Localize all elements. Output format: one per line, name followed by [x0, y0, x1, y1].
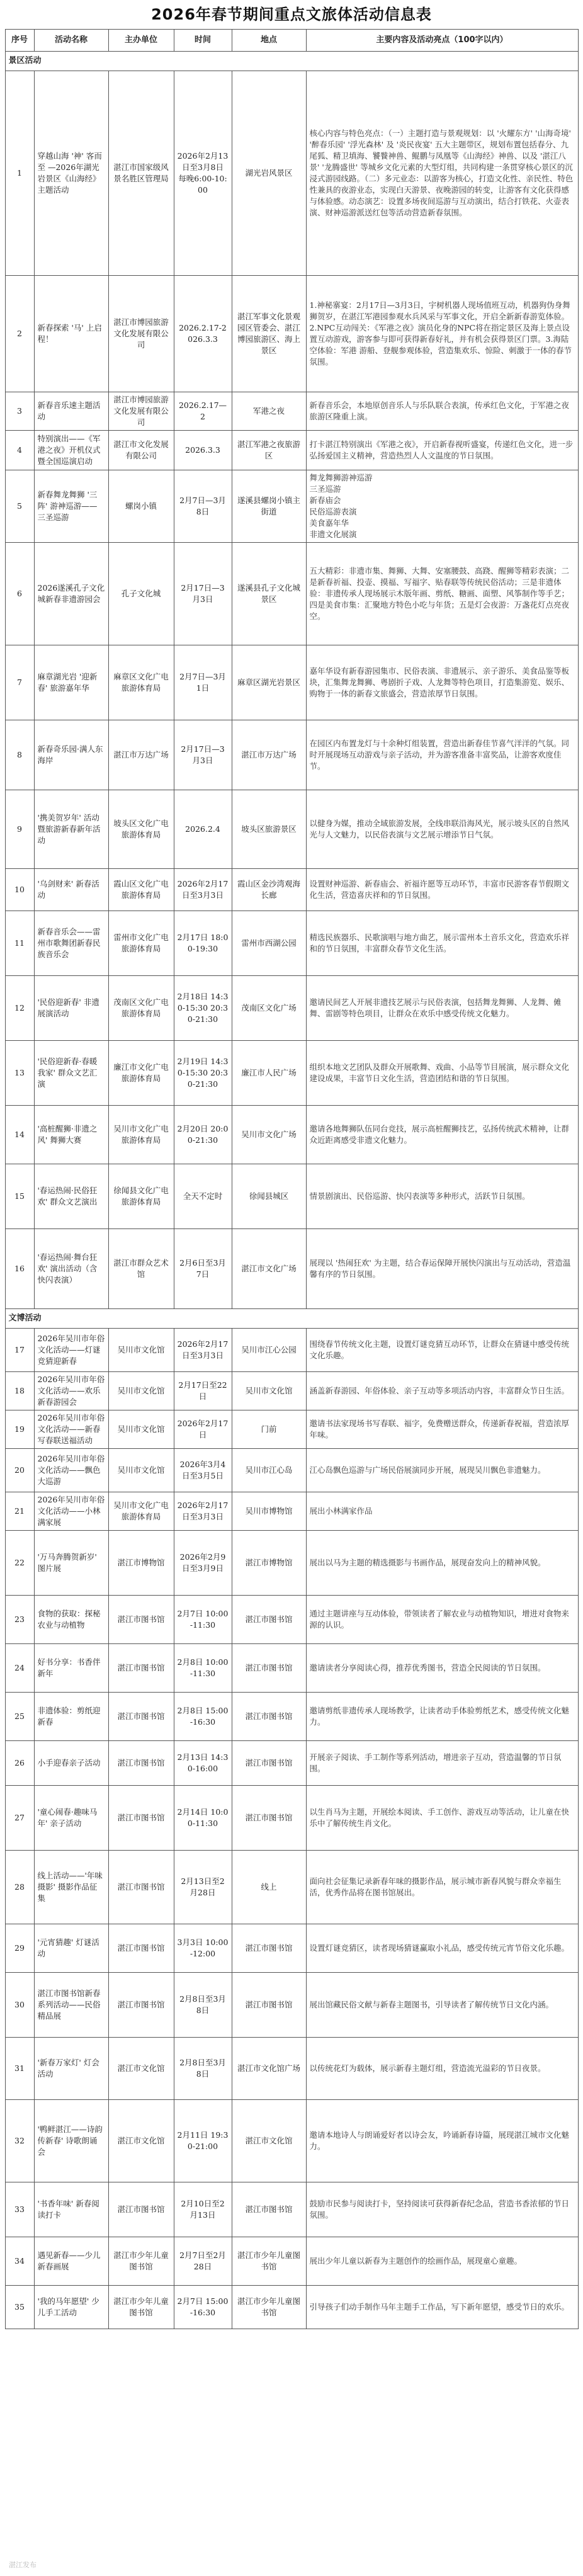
- cell-time: 2026年2月17日: [174, 1410, 232, 1449]
- cell-description: 舞龙舞狮游神巡游 三圣巡游 新春庙会 民俗巡游表演 美食嘉年华 非遗文化展演: [306, 470, 578, 543]
- cell-organizer: 吴川市文化广电旅游体育局: [108, 1106, 174, 1164]
- table-row: [5, 1492, 578, 1531]
- cell-activity-name: 线上活动——'年味摄影' 摄影作品征集: [34, 1851, 108, 1924]
- cell-organizer: 吴川市文化馆: [108, 1449, 174, 1492]
- cell-activity-name: 2026年吴川市年俗文化活动——欢乐新春游园会: [34, 1372, 108, 1410]
- cell-place: 遂溪县螺岗小镇主街道: [232, 470, 306, 543]
- table-row: [5, 1410, 578, 1449]
- table-row: [5, 1106, 578, 1164]
- cell-activity-name: 好书分享：书香伴新年: [34, 1644, 108, 1693]
- cell-place: 门前: [232, 1410, 306, 1449]
- cell-activity-name: '春运热闹·民俗狂欢' 群众文艺演出: [34, 1164, 108, 1229]
- header-place: 地点: [232, 30, 306, 52]
- cell-activity-name: '童心闹春·趣味马年' 亲子活动: [34, 1786, 108, 1851]
- cell-organizer: 霞山区文化广电旅游体育局: [108, 869, 174, 911]
- table-row: [5, 645, 578, 720]
- cell-activity-name: '书香年味' 新春阅读打卡: [34, 2182, 108, 2237]
- cell-time: 2月6日至3月7日: [174, 1229, 232, 1309]
- cell-organizer: 湛江市图书馆: [108, 1693, 174, 1741]
- table-row: [5, 543, 578, 645]
- cell-place: 湛江市少年儿童图书馆: [232, 2286, 306, 2329]
- cell-place: 湛江市图书馆: [232, 1973, 306, 2038]
- cell-organizer: 吴川市文化馆: [108, 1410, 174, 1449]
- section-label: 景区活动: [5, 52, 578, 71]
- cell-organizer: 湛江市图书馆: [108, 1973, 174, 2038]
- table-row: [5, 1786, 578, 1851]
- cell-organizer: 孔子文化城: [108, 543, 174, 645]
- cell-activity-name: 新春音乐会——雷州市歌舞团新春民族音乐会: [34, 911, 108, 976]
- cell-organizer: 湛江市少年儿童图书馆: [108, 2237, 174, 2286]
- cell-place: 湛江市图书馆: [232, 1693, 306, 1741]
- cell-no: 30: [5, 1973, 34, 2038]
- cell-activity-name: '乌剑财来' 新春活动: [34, 869, 108, 911]
- cell-description: 邀请民间艺人开展非遗技艺展示与民俗表演，包括舞龙舞狮、人龙舞、傩舞、雷剧等特色项目，让群众在欢乐中感受传统文化魅力。: [306, 976, 578, 1041]
- cell-place: 湛江市图书馆: [232, 1644, 306, 1693]
- header-name: 活动名称: [34, 30, 108, 52]
- cell-description: 邀请各地舞狮队伍同台竞技，展示高桩醒狮技艺，弘扬传统武术精神，让群众近距离感受非遗文化魅力。: [306, 1106, 578, 1164]
- cell-activity-name: 2026遂溪孔子文化城新春非遗游园会: [34, 543, 108, 645]
- table-row: [5, 1924, 578, 1973]
- cell-time: 2月7日—3月8日: [174, 470, 232, 543]
- cell-no: 18: [5, 1372, 34, 1410]
- cell-activity-name: 小手迎春亲子活动: [34, 1741, 108, 1786]
- cell-place: 吴川市文化馆: [232, 1372, 306, 1410]
- cell-place: 湛江市文化广场: [232, 1229, 306, 1309]
- cell-place: 湖光岩风景区: [232, 71, 306, 276]
- cell-no: 21: [5, 1492, 34, 1531]
- cell-organizer: 茂南区文化广电旅游体育局: [108, 976, 174, 1041]
- cell-time: 2026年2月17日至3月3日: [174, 1492, 232, 1531]
- cell-time: 2月7日 15:00-16:30: [174, 2286, 232, 2329]
- cell-description: 设置财神巡游、新春庙会、祈福许愿等互动环节，丰富市民游客春节假期文化生活，营造喜庆祥和的节日氛围。: [306, 869, 578, 911]
- cell-no: 19: [5, 1410, 34, 1449]
- cell-description: 精选民族器乐、民歌演唱与地方曲艺，展示雷州本土音乐文化，营造欢乐祥和的节日氛围，丰富群众春节文化生活。: [306, 911, 578, 976]
- cell-place: 湛江市图书馆: [232, 1596, 306, 1644]
- watermark: 湛江发布: [9, 2561, 37, 2569]
- cell-description: 五大精彩：非遗市集、舞狮、大舞、安塞腰鼓、高跷、醒狮等精彩表演；二是新春祈福、投壶、摸福、写福字、贴春联等传统民俗活动；三是非遗体验：非遗传承人现场展示木版年画、剪纸、糖画、面塑、风筝制作等手艺；四是美食市集：汇聚地方特色小吃与年货；五是灯会夜游：万盏花灯点亮夜空。: [306, 543, 578, 645]
- cell-time: 2月13日 14:30-16:00: [174, 1741, 232, 1786]
- cell-organizer: 湛江市图书馆: [108, 1786, 174, 1851]
- cell-activity-name: '新春万家灯' 灯会活动: [34, 2038, 108, 2100]
- cell-organizer: 麻章区文化广电旅游体育局: [108, 645, 174, 720]
- cell-time: 2月17日 18:00-19:30: [174, 911, 232, 976]
- cell-place: 吴川市文化广场: [232, 1106, 306, 1164]
- cell-no: 22: [5, 1531, 34, 1596]
- cell-organizer: 湛江市图书馆: [108, 1924, 174, 1973]
- cell-description: 鼓励市民参与阅读打卡，坚持阅读可获得新春纪念品，营造书香浓郁的节日氛围。: [306, 2182, 578, 2237]
- cell-place: 湛江市图书馆: [232, 1741, 306, 1786]
- cell-place: 吴川市博物馆: [232, 1492, 306, 1531]
- cell-time: 3月3日 10:00-12:00: [174, 1924, 232, 1973]
- table-row: [5, 2182, 578, 2237]
- section-row: [5, 1309, 578, 1329]
- cell-organizer: 湛江市群众艺术馆: [108, 1229, 174, 1309]
- cell-description: 组织本地文艺团队及群众开展歌舞、戏曲、小品等节目展演，展示群众文化建设成果，丰富节日文化生活，营造团结和谐的节日氛围。: [306, 1041, 578, 1106]
- cell-description: 以健身为媒，推动全域旅游发展，全线串联沿海风光，展示坡头区的自然风光与人文魅力，以民俗表演与文艺展示增添节日气氛。: [306, 790, 578, 869]
- cell-no: 10: [5, 869, 34, 911]
- cell-place: 湛江市文化馆: [232, 2100, 306, 2182]
- cell-place: 茂南区文化广场: [232, 976, 306, 1041]
- table-row: [5, 431, 578, 470]
- cell-no: 20: [5, 1449, 34, 1492]
- cell-activity-name: '民俗迎新春·春暖我家' 群众文艺汇演: [34, 1041, 108, 1106]
- cell-organizer: 湛江市少年儿童图书馆: [108, 2286, 174, 2329]
- cell-description: 展现以 '热闹狂欢' 为主题，结合春运保障开展快闪演出与互动活动，营造温馨有序的节日氛围。: [306, 1229, 578, 1309]
- cell-organizer: 湛江市万达广场: [108, 720, 174, 790]
- cell-time: 2月11日 19:30-21:00: [174, 2100, 232, 2182]
- table-row: [5, 276, 578, 392]
- header-time: 时间: [174, 30, 232, 52]
- cell-activity-name: 2026年吴川市年俗文化活动——新春写春联送福活动: [34, 1410, 108, 1449]
- cell-organizer: 湛江市图书馆: [108, 1644, 174, 1693]
- cell-no: 26: [5, 1741, 34, 1786]
- cell-no: 35: [5, 2286, 34, 2329]
- cell-activity-name: 新春探索 '马' 上启程！: [34, 276, 108, 392]
- cell-no: 9: [5, 790, 34, 869]
- table-row: [5, 2038, 578, 2100]
- table-row: [5, 911, 578, 976]
- cell-time: 2月8日至3月8日: [174, 2038, 232, 2100]
- cell-no: 16: [5, 1229, 34, 1309]
- cell-no: 27: [5, 1786, 34, 1851]
- cell-organizer: 湛江市图书馆: [108, 1851, 174, 1924]
- cell-description: 以生肖马为主题，开展绘本阅读、手工创作、游戏互动等活动，让儿童在快乐中了解传统生肖文化。: [306, 1786, 578, 1851]
- table-row: [5, 790, 578, 869]
- cell-organizer: 湛江市国家级风景名胜区管理局: [108, 71, 174, 276]
- cell-description: 邀请剪纸非遗传承人现场教学，让读者动手体验剪纸艺术，感受传统文化魅力。: [306, 1693, 578, 1741]
- cell-time: 2026.3.3: [174, 431, 232, 470]
- cell-place: 徐闻县城区: [232, 1164, 306, 1229]
- cell-time: 2026.2.17-2026.3.3: [174, 276, 232, 392]
- cell-description: 展出小林满家作品: [306, 1492, 578, 1531]
- header-desc: 主要内容及活动亮点（100字以内）: [306, 30, 578, 52]
- cell-description: 展出馆藏民俗文献与新春主题图书，引导读者了解传统节日文化内涵。: [306, 1973, 578, 2038]
- cell-description: 通过主题讲座与互动体验，带领读者了解农业与动植物知识，增进对食物来源的认识。: [306, 1596, 578, 1644]
- cell-organizer: 吴川市文化广电旅游体育局: [108, 1492, 174, 1531]
- cell-time: 2月19日 14:30-15:30 20:30-21:30: [174, 1041, 232, 1106]
- cell-place: 湛江市博物馆: [232, 1531, 306, 1596]
- cell-no: 3: [5, 392, 34, 431]
- table-row: [5, 1229, 578, 1309]
- cell-organizer: 湛江市文化馆: [108, 2038, 174, 2100]
- table-row: [5, 976, 578, 1041]
- table-row: [5, 1851, 578, 1924]
- cell-place: 湛江市少年儿童图书馆: [232, 2237, 306, 2286]
- cell-organizer: 廉江市文化广电旅游体育局: [108, 1041, 174, 1106]
- cell-organizer: 湛江市文化发展有限公司: [108, 431, 174, 470]
- cell-no: 4: [5, 431, 34, 470]
- cell-activity-name: 2026年吴川市年俗文化活动——小林满家展: [34, 1492, 108, 1531]
- cell-organizer: 湛江市博园旅游文化发展有限公司: [108, 392, 174, 431]
- cell-description: 涵盖新春游园、年俗体验、亲子互动等多项活动内容，丰富群众节日生活。: [306, 1372, 578, 1410]
- cell-no: 32: [5, 2100, 34, 2182]
- cell-place: 湛江市文化馆广场: [232, 2038, 306, 2100]
- cell-no: 31: [5, 2038, 34, 2100]
- table-row: [5, 392, 578, 431]
- table-row: [5, 1741, 578, 1786]
- table-row: [5, 2237, 578, 2286]
- section-row: [5, 52, 578, 71]
- cell-description: 情景剧演出、民俗巡游、快闪表演等多种形式，活跃节日氛围。: [306, 1164, 578, 1229]
- section-label: 文博活动: [5, 1309, 578, 1329]
- table-row: [5, 2286, 578, 2329]
- table-row: [5, 1372, 578, 1410]
- cell-time: 2026年2月13日至3月8日 每晚6:00-10:00: [174, 71, 232, 276]
- table-row: [5, 2100, 578, 2182]
- cell-time: 2月14日 10:00-11:30: [174, 1786, 232, 1851]
- cell-no: 17: [5, 1329, 34, 1372]
- cell-activity-name: '元宵猜趣' 灯谜活动: [34, 1924, 108, 1973]
- cell-description: 展出以马为主题的精选摄影与书画作品，展现奋发向上的精神风貌。: [306, 1531, 578, 1596]
- cell-place: 吴川市江心公园: [232, 1329, 306, 1372]
- cell-activity-name: 非遗体验：剪纸迎新春: [34, 1693, 108, 1741]
- cell-place: 湛江市图书馆: [232, 1924, 306, 1973]
- cell-organizer: 雷州市文化广电旅游体育局: [108, 911, 174, 976]
- cell-organizer: 吴川市文化馆: [108, 1372, 174, 1410]
- cell-no: 6: [5, 543, 34, 645]
- table-row: [5, 71, 578, 276]
- cell-description: 嘉年华设有新春游园集市、民俗表演、非遗展示、亲子游乐、美食品鉴等板块，汇集舞龙舞狮、粤剧折子戏、人龙舞等特色项目，打造集游览、娱乐、购物于一体的新春文旅盛会，营造浓厚节日氛围。: [306, 645, 578, 720]
- cell-organizer: 湛江市图书馆: [108, 1596, 174, 1644]
- cell-description: 引导孩子们动手制作马年主题手工作品，写下新年愿望，感受节日的欢乐。: [306, 2286, 578, 2329]
- cell-description: 新春音乐会，本地原创音乐人与乐队联合表演，传承红色文化，于军港之夜旅游区隆重上演。: [306, 392, 578, 431]
- cell-time: 2月10日至2月13日: [174, 2182, 232, 2237]
- cell-place: 廉江市人民广场: [232, 1041, 306, 1106]
- cell-activity-name: 遇见新春——少儿新春画展: [34, 2237, 108, 2286]
- page-title: 2026年春节期间重点文旅体活动信息表: [151, 6, 432, 23]
- cell-place: 吴川市江心岛: [232, 1449, 306, 1492]
- cell-organizer: 坡头区文化广电旅游体育局: [108, 790, 174, 869]
- cell-description: 设置灯谜竞猜区，读者现场猜谜赢取小礼品，感受传统元宵节俗文化乐趣。: [306, 1924, 578, 1973]
- cell-organizer: 湛江市图书馆: [108, 1741, 174, 1786]
- cell-place: 麻章区湖光岩景区: [232, 645, 306, 720]
- cell-time: 2026年2月17日至3月3日: [174, 869, 232, 911]
- cell-organizer: 徐闻县文化广电旅游体育局: [108, 1164, 174, 1229]
- cell-description: 在园区内布置龙灯与十余种灯组装置，营造出新春佳节喜气洋洋的气氛。同时开展现场互动游戏与亲子活动，并为游客准备丰富奖品，让游客欢度佳节。: [306, 720, 578, 790]
- cell-time: 2026.2.4: [174, 790, 232, 869]
- cell-no: 1: [5, 71, 34, 276]
- cell-time: 2026年2月17日至3月3日: [174, 1329, 232, 1372]
- cell-activity-name: 穿越山海 '神' 客而至 —2026年湖光岩景区《山海经》主题活动: [34, 71, 108, 276]
- cell-organizer: 湛江市博物馆: [108, 1531, 174, 1596]
- cell-time: 2月8日至3月8日: [174, 1973, 232, 2038]
- header-no: 序号: [5, 30, 34, 52]
- cell-organizer: 螺岗小镇: [108, 470, 174, 543]
- table-row: [5, 720, 578, 790]
- cell-no: 29: [5, 1924, 34, 1973]
- cell-no: 11: [5, 911, 34, 976]
- cell-activity-name: 新春奇乐园·满人东海岸: [34, 720, 108, 790]
- cell-time: 2月7日 10:00-11:30: [174, 1596, 232, 1644]
- cell-organizer: 湛江市文化馆: [108, 2100, 174, 2182]
- cell-time: 2月8日 10:00-11:30: [174, 1644, 232, 1693]
- cell-activity-name: 麻章湖光岩 '迎新春' 旅游嘉年华: [34, 645, 108, 720]
- cell-place: 线上: [232, 1851, 306, 1924]
- cell-description: 江心岛飘色巡游与广场民俗展演同步开展，展现吴川飘色非遗魅力。: [306, 1449, 578, 1492]
- cell-organizer: 湛江市图书馆: [108, 2182, 174, 2237]
- cell-time: 2月7日—3月1日: [174, 645, 232, 720]
- cell-activity-name: '万马奔腾贺新岁' 图片展: [34, 1531, 108, 1596]
- activity-table: [5, 29, 579, 2329]
- cell-activity-name: 食物的获取：探秘农业与动植物: [34, 1596, 108, 1644]
- cell-place: 军港之夜: [232, 392, 306, 431]
- cell-time: 2月17日至22日: [174, 1372, 232, 1410]
- table-row: [5, 1531, 578, 1596]
- table-row: [5, 1693, 578, 1741]
- cell-no: 25: [5, 1693, 34, 1741]
- cell-activity-name: '民俗迎新春' 非遗展演活动: [34, 976, 108, 1041]
- cell-place: 湛江市图书馆: [232, 2182, 306, 2237]
- cell-activity-name: '高桩醒狮·非遗之风' 舞狮大赛: [34, 1106, 108, 1164]
- cell-time: 全天不定时: [174, 1164, 232, 1229]
- cell-place: 雷州市西湖公园: [232, 911, 306, 976]
- cell-activity-name: '携美贺岁年' 活动暨旅游新春新年活动: [34, 790, 108, 869]
- cell-time: 2月8日 15:00-16:30: [174, 1693, 232, 1741]
- cell-time: 2月18日 14:30-15:30 20:30-21:30: [174, 976, 232, 1041]
- header-org: 主办单位: [108, 30, 174, 52]
- cell-description: 以传统花灯为载体，展示新春主题灯组，营造流光溢彩的节日夜景。: [306, 2038, 578, 2100]
- cell-description: 邀请书法家现场书写春联、福字，免费赠送群众，传递新春祝福，营造浓厚年味。: [306, 1410, 578, 1449]
- table-row: [5, 1164, 578, 1229]
- cell-activity-name: 2026年吴川市年俗文化活动——灯谜竞猜迎新春: [34, 1329, 108, 1372]
- cell-activity-name: 2026年吴川市年俗文化活动——飘色大巡游: [34, 1449, 108, 1492]
- cell-activity-name: '春运热闹·舞台狂欢' 演出活动（含快闪表演）: [34, 1229, 108, 1309]
- cell-time: 2026年3月4日至3月5日: [174, 1449, 232, 1492]
- cell-time: 2月17日—3月3日: [174, 720, 232, 790]
- cell-activity-name: 湛江市图书馆新春系列活动——民俗精品展: [34, 1973, 108, 2038]
- cell-description: 邀请本地诗人与朗诵爱好者以诗会友，吟诵新春诗篇，展现湛江城市文化魅力。: [306, 2100, 578, 2182]
- cell-time: 2月17日—3月3日: [174, 543, 232, 645]
- cell-no: 23: [5, 1596, 34, 1644]
- cell-place: 遂溪县孔子文化城景区: [232, 543, 306, 645]
- cell-place: 湛江军事文化景观园区管委会、湛江博园旅游区、海上景区: [232, 276, 306, 392]
- cell-description: 展出少年儿童以新春为主题创作的绘画作品，展现童心童趣。: [306, 2237, 578, 2286]
- cell-description: 1.神秘寨宴：2月17日—3月3日，宇树机器人现场值班互动，机器狗伪身舞狮贺岁，在湛江军港园参观水兵风采与军事文化，开启全新新春游览体验。2.NPC互动闯关：《军港之夜》演员化身的NPC将在指定景区及海上景点设置互动游戏，游客参与即可获得新春好礼，并有机会获得景区门票。3.海陆空体验：军港 游船、登舰参观体验，营造集欢乐、惊险、刺激于一体的春节氛围。: [306, 276, 578, 392]
- cell-no: 8: [5, 720, 34, 790]
- cell-description: 核心内容与特色亮点：（一）主题打造与景观规划：以 '火耀东方' '山海奇境' '醉春乐园' '浮光森林' 及 '炎民夜宴' 五大主题带区，规划布置包括春分、九尾狐、精卫填海、饕餮神兽、鲲鹏与凤凰等《山海经》神兽、以及 '湛江八景' '龙腾盛世' 等城乡文化元素的大型灯组，共同构建一条贯穿核心景区的沉浸式游园线路。（二）多元业态：以游客为核心，打造文化性、亲民性、特色性兼具的夜游业态，实现白天游景、夜晚游园的转变，让游客有文化获得感与体验感。动态演艺：设置多场夜间巡游与互动演出，结合打铁花、火壶表演、财神巡游派送红包等活动营造新春氛围。: [306, 71, 578, 276]
- table-header-row: [5, 30, 578, 52]
- cell-description: 面向社会征集记录新春年味的摄影作品，展示城市新春风貌与群众幸福生活，优秀作品将在图书馆展出。: [306, 1851, 578, 1924]
- cell-description: 围绕春节传统文化主题，设置灯谜竞猜互动环节，让群众在猜谜中感受传统文化乐趣。: [306, 1329, 578, 1372]
- cell-description: 打卡湛江特别演出《军港之夜》，开启新春视听盛宴，传递红色文化，进一步弘扬爱国主义精神，营造热烈人人文温度的节日氛围。: [306, 431, 578, 470]
- table-row: [5, 1329, 578, 1372]
- cell-organizer: 吴川市文化馆: [108, 1329, 174, 1372]
- cell-no: 2: [5, 276, 34, 392]
- cell-activity-name: 特别演出——《军港之夜》开机仪式暨全国巡演启动: [34, 431, 108, 470]
- cell-place: 坡头区旅游景区: [232, 790, 306, 869]
- cell-description: 邀请读者分享阅读心得，推荐优秀图书，营造全民阅读的节日氛围。: [306, 1644, 578, 1693]
- cell-place: 霞山区金沙湾观海长廊: [232, 869, 306, 911]
- cell-activity-name: '我的马年愿望' 少儿手工活动: [34, 2286, 108, 2329]
- cell-time: 2月13日至2月28日: [174, 1851, 232, 1924]
- cell-no: 15: [5, 1164, 34, 1229]
- table-row: [5, 1449, 578, 1492]
- cell-no: 24: [5, 1644, 34, 1693]
- table-body: [5, 52, 578, 2329]
- cell-time: 2月7日至2月28日: [174, 2237, 232, 2286]
- cell-no: 12: [5, 976, 34, 1041]
- cell-time: 2月20日 20:00-21:30: [174, 1106, 232, 1164]
- cell-no: 28: [5, 1851, 34, 1924]
- cell-time: 2026.2.17—2: [174, 392, 232, 431]
- table-row: [5, 1596, 578, 1644]
- cell-place: 湛江军港之夜旅游区: [232, 431, 306, 470]
- cell-time: 2026年2月9日至3月9日: [174, 1531, 232, 1596]
- cell-no: 34: [5, 2237, 34, 2286]
- cell-no: 14: [5, 1106, 34, 1164]
- cell-organizer: 湛江市博园旅游文化发展有限公司: [108, 276, 174, 392]
- cell-no: 7: [5, 645, 34, 720]
- table-row: [5, 1644, 578, 1693]
- table-row: [5, 1041, 578, 1106]
- table-row: [5, 1973, 578, 2038]
- cell-place: 湛江市万达广场: [232, 720, 306, 790]
- cell-no: 33: [5, 2182, 34, 2237]
- cell-place: 湛江市图书馆: [232, 1786, 306, 1851]
- cell-activity-name: 新春舞龙舞狮 '三阵' 游神巡游——三圣巡游: [34, 470, 108, 543]
- table-row: [5, 470, 578, 543]
- cell-description: 开展亲子阅读、手工制作等系列活动，增进亲子互动，营造温馨的节日氛围。: [306, 1741, 578, 1786]
- cell-no: 13: [5, 1041, 34, 1106]
- cell-no: 5: [5, 470, 34, 543]
- cell-activity-name: 新春音乐速主题活动: [34, 392, 108, 431]
- cell-activity-name: '鸭鲜湛江——诗韵传新春' 诗歌朗诵会: [34, 2100, 108, 2182]
- table-row: [5, 869, 578, 911]
